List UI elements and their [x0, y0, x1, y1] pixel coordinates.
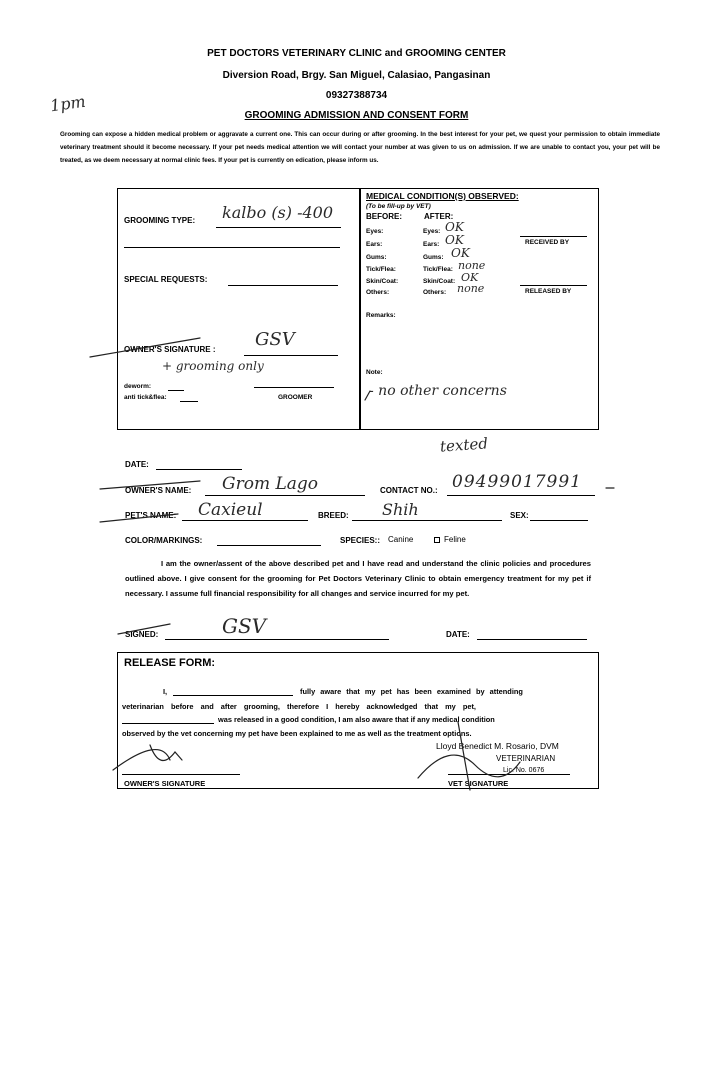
- after-eyes: Eyes:: [423, 228, 441, 235]
- vet-signature-label: VET SIGNATURE: [448, 779, 509, 788]
- clinic-address: Diversion Road, Brgy. San Miguel, Calasiao, Pangasinan: [222, 70, 491, 81]
- clinic-phone: 09327388734: [325, 90, 388, 101]
- before-tick-flea: Tick/Flea:: [366, 266, 396, 273]
- contact-label: CONTACT NO.:: [380, 486, 438, 495]
- color-markings-label: COLOR/MARKINGS:: [125, 536, 203, 545]
- owner-signature-value: GSV: [255, 329, 295, 350]
- contact-value: 09499017991: [452, 472, 582, 492]
- vet-title: VETERINARIAN: [496, 754, 556, 763]
- after-ears-value: OK: [445, 233, 464, 247]
- medical-condition-title: MEDICAL CONDITION(S) OBSERVED:: [366, 191, 519, 201]
- margin-note: 1pm: [48, 91, 87, 116]
- signed-date-label: DATE:: [446, 630, 470, 639]
- vet-license: Lic. No. 0676: [503, 767, 545, 774]
- signed-label: SIGNED:: [125, 630, 159, 639]
- note-label: Note:: [366, 369, 383, 376]
- species-feline: Feline: [444, 535, 466, 544]
- grooming-type-value: kalbo (s) -400: [222, 203, 334, 222]
- clinic-name: PET DOCTORS VETERINARY CLINIC and GROOMING CENTER: [207, 48, 506, 59]
- before-label: BEFORE:: [366, 212, 402, 221]
- breed-value: Shih: [382, 500, 419, 519]
- pet-name-label: PET'S NAME:: [125, 511, 177, 520]
- owner-signature-label: OWNER'S SIGNATURE :: [124, 345, 216, 354]
- after-gums-value: OK: [451, 246, 470, 260]
- special-requests-label: SPECIAL REQUESTS:: [124, 275, 208, 284]
- signed-value: GSV: [222, 614, 267, 638]
- release-line1-end: fully aware that my pet has been examined by attending: [300, 687, 523, 696]
- vet-fill-note: (To be fill-up by VET): [366, 203, 431, 210]
- owner-note: + grooming only: [162, 359, 264, 373]
- before-others: Others:: [366, 289, 390, 296]
- groomer-label: GROOMER: [278, 394, 313, 401]
- remarks-label: Remarks:: [366, 312, 396, 319]
- pet-name-value: Caxieul: [198, 500, 263, 520]
- release-line1-start: I,: [163, 687, 168, 696]
- after-gums: Gums:: [423, 254, 444, 261]
- owner-name-value: Grom Lago: [222, 474, 319, 494]
- sex-label: SEX:: [510, 511, 529, 520]
- released-by-label: RELEASED BY: [525, 288, 572, 295]
- after-tick-flea: Tick/Flea:: [423, 266, 453, 273]
- grooming-type-label: GROOMING TYPE:: [124, 216, 196, 225]
- date-label: DATE:: [125, 460, 149, 469]
- after-others: Others:: [423, 289, 447, 296]
- species-label: SPECIES::: [340, 536, 381, 545]
- before-ears: Ears:: [366, 241, 383, 248]
- release-line3: was released in a good condition, I am also aware that if any medical condition: [218, 715, 495, 724]
- after-skin-coat: Skin/Coat:: [423, 278, 456, 285]
- after-tick-flea-value: none: [458, 259, 486, 272]
- texted-note: texted: [439, 434, 489, 456]
- before-skin-coat: Skin/Coat:: [366, 278, 399, 285]
- after-others-value: none: [457, 282, 485, 295]
- form-title: GROOMING ADMISSION AND CONSENT FORM: [244, 110, 469, 121]
- anti-tick-label: anti tick&flea:: [124, 394, 167, 401]
- release-form-title: RELEASE FORM:: [124, 657, 216, 669]
- species-canine[interactable]: Canine: [388, 535, 414, 544]
- release-line2: veterinarian before and after grooming, therefore I hereby acknowledged that my pet,: [122, 702, 476, 711]
- note-value: - no other concerns: [369, 383, 507, 399]
- owner-name-label: OWNER'S NAME:: [125, 486, 192, 495]
- before-gums: Gums:: [366, 254, 387, 261]
- owner-signature-release-label: OWNER'S SIGNATURE: [124, 779, 206, 788]
- received-by-label: RECEIVED BY: [525, 239, 570, 246]
- after-eyes-value: OK: [445, 220, 464, 234]
- before-eyes: Eyes:: [366, 228, 384, 235]
- after-ears: Ears:: [423, 241, 440, 248]
- after-label: AFTER:: [424, 212, 454, 221]
- intro-paragraph: Grooming can expose a hidden medical problem or aggravate a current one. This can occur during or after grooming. In the best interest for your pet, we quest your permission to obtain immediate veterinary treatment should it become necessary. If your pet needs medical attention we will contact your number at was given to us on admission. If we are unable to contact you, your pet will be treated, as we deem necessary at normal clinic fees. If your pet is currently on edication, please inform us.: [60, 131, 660, 164]
- vet-name: Lloyd Benedict M. Rosario, DVM: [436, 741, 559, 751]
- consent-paragraph: I am the owner/assent of the above described pet and I have read and understand the clinic policies and procedures outlined above. I give consent for the grooming for Pet Doctors Veterinary Clinic to obtain emergency treatment for my pet if necessary. I assume full financial responsibility for all changes and service incurred for my pet.: [125, 559, 591, 598]
- deworm-label: deworm:: [124, 383, 152, 390]
- release-line4: observed by the vet concerning my pet have been explained to me as well as the treatment options.: [122, 729, 472, 738]
- after-skin-coat-value: OK: [461, 271, 479, 284]
- breed-label: BREED:: [318, 511, 349, 520]
